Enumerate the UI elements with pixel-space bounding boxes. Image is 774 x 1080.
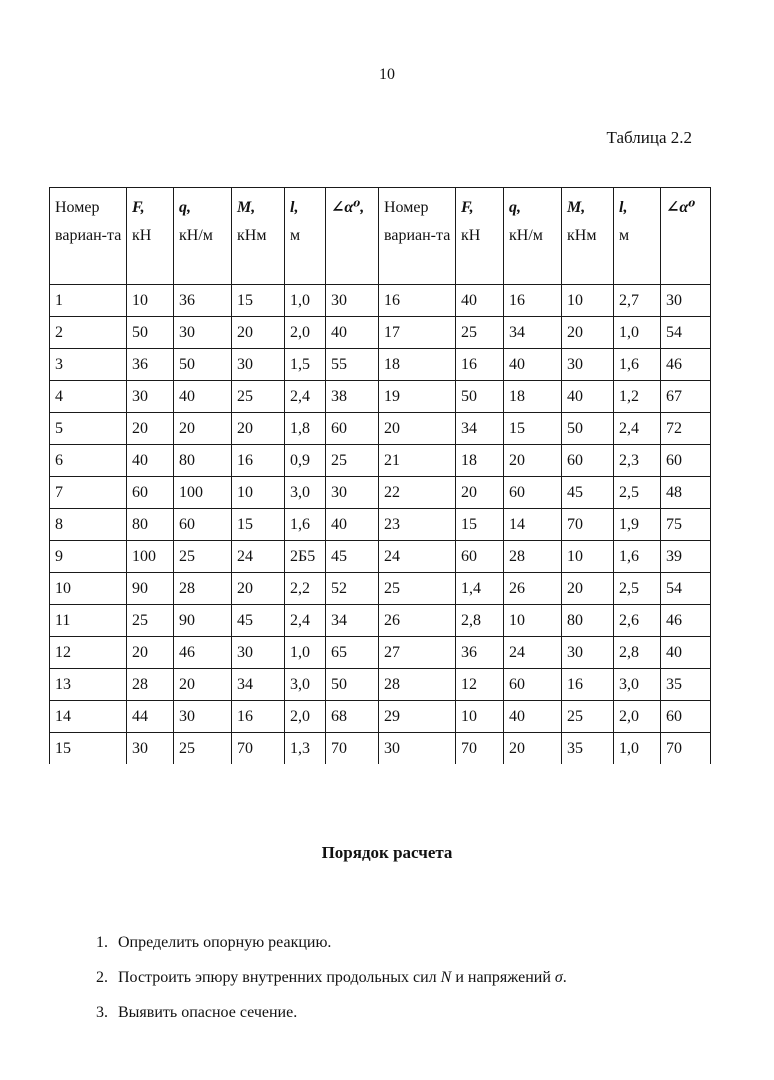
table-cell: 2,3 xyxy=(614,445,661,477)
table-cell: 50 xyxy=(127,317,174,349)
table-cell: 1,2 xyxy=(614,381,661,413)
table-cell: 40 xyxy=(326,509,379,541)
table-cell: 3,0 xyxy=(285,669,326,701)
table-cell: 54 xyxy=(661,317,711,349)
step-number: 2. xyxy=(96,969,108,986)
table-cell: 20 xyxy=(174,669,232,701)
table-cell: 3,0 xyxy=(285,477,326,509)
table-row xyxy=(50,669,711,701)
column-header-unit: кНм xyxy=(567,227,597,244)
table-cell: 60 xyxy=(661,701,711,733)
list-item xyxy=(96,998,567,1033)
table-cell: 2,0 xyxy=(614,701,661,733)
table-cell: 72 xyxy=(661,413,711,445)
table-cell: 52 xyxy=(326,573,379,605)
table-cell: 30 xyxy=(326,285,379,317)
column-header-symbol: Номер xyxy=(384,199,429,216)
table-cell: 7 xyxy=(50,477,127,509)
table-cell: 15 xyxy=(456,509,504,541)
column-header xyxy=(379,188,456,285)
table-cell: 2,8 xyxy=(456,605,504,637)
table-cell: 28 xyxy=(379,669,456,701)
table-cell: 1 xyxy=(50,285,127,317)
table-cell: 70 xyxy=(661,733,711,765)
table-cell: 9 xyxy=(50,541,127,573)
table-cell: 46 xyxy=(661,349,711,381)
table-cell: 1,8 xyxy=(285,413,326,445)
table-row xyxy=(50,701,711,733)
table-cell: 60 xyxy=(661,445,711,477)
table-cell: 60 xyxy=(456,541,504,573)
table-cell: 2 xyxy=(50,317,127,349)
table-cell: 40 xyxy=(127,445,174,477)
table-cell: 36 xyxy=(456,637,504,669)
table-cell: 60 xyxy=(326,413,379,445)
table-cell: 40 xyxy=(562,381,614,413)
step-text: Построить эпюру внутренних продольных сил xyxy=(118,969,441,986)
table-cell: 10 xyxy=(127,285,174,317)
table-cell: 50 xyxy=(174,349,232,381)
table-cell: 8 xyxy=(50,509,127,541)
table-row xyxy=(50,349,711,381)
table-cell: 28 xyxy=(174,573,232,605)
column-header-symbol: M, xyxy=(237,199,256,216)
table-cell: 17 xyxy=(379,317,456,349)
column-header-unit: кН/м xyxy=(509,227,543,244)
table-cell: 20 xyxy=(127,413,174,445)
table-cell: 75 xyxy=(661,509,711,541)
table-cell: 27 xyxy=(379,637,456,669)
table-cell: 19 xyxy=(379,381,456,413)
table-cell: 50 xyxy=(326,669,379,701)
table-cell: 60 xyxy=(504,669,562,701)
table-cell: 54 xyxy=(661,573,711,605)
table-row xyxy=(50,477,711,509)
table-cell: 50 xyxy=(562,413,614,445)
table-row xyxy=(50,285,711,317)
table-cell: 30 xyxy=(174,701,232,733)
column-header xyxy=(174,188,232,285)
table-cell: 2Б5 xyxy=(285,541,326,573)
table-cell: 25 xyxy=(232,381,285,413)
table-cell: 25 xyxy=(562,701,614,733)
table-header-row xyxy=(50,188,711,285)
table-cell: 16 xyxy=(232,701,285,733)
table-cell: 30 xyxy=(326,477,379,509)
table-cell: 30 xyxy=(174,317,232,349)
table-cell: 60 xyxy=(174,509,232,541)
table-cell: 25 xyxy=(127,605,174,637)
table-cell: 40 xyxy=(661,637,711,669)
table-row xyxy=(50,509,711,541)
table-cell: 18 xyxy=(504,381,562,413)
table-cell: 34 xyxy=(456,413,504,445)
column-header xyxy=(232,188,285,285)
table-cell: 1,0 xyxy=(285,637,326,669)
table-cell: 22 xyxy=(379,477,456,509)
symbol-n: N xyxy=(440,969,452,986)
table-row xyxy=(50,733,711,765)
table-cell: 40 xyxy=(174,381,232,413)
table-cell: 36 xyxy=(127,349,174,381)
table-cell: 2,0 xyxy=(285,317,326,349)
table-row xyxy=(50,541,711,573)
table-cell: 2,4 xyxy=(285,381,326,413)
table-cell: 100 xyxy=(127,541,174,573)
column-header-symbol: q, xyxy=(179,199,191,216)
table-cell: 24 xyxy=(379,541,456,573)
table-cell: 30 xyxy=(232,637,285,669)
table-cell: 25 xyxy=(379,573,456,605)
column-header-symbol: F, xyxy=(461,199,474,216)
table-cell: 3 xyxy=(50,349,127,381)
column-header xyxy=(456,188,504,285)
table-cell: 70 xyxy=(326,733,379,765)
table-cell: 1,0 xyxy=(614,317,661,349)
list-item xyxy=(96,928,567,963)
table-cell: 70 xyxy=(562,509,614,541)
table-cell: 45 xyxy=(562,477,614,509)
table-cell: 16 xyxy=(379,285,456,317)
table-cell: 40 xyxy=(456,285,504,317)
table-cell: 55 xyxy=(326,349,379,381)
table-cell: 10 xyxy=(562,285,614,317)
table-cell: 21 xyxy=(379,445,456,477)
table-cell: 38 xyxy=(326,381,379,413)
step-text: . xyxy=(562,969,567,986)
table-cell: 20 xyxy=(127,637,174,669)
table-cell: 10 xyxy=(456,701,504,733)
table-cell: 20 xyxy=(562,573,614,605)
table-cell: 18 xyxy=(456,445,504,477)
step-text: Выявить опасное сечение. xyxy=(118,1004,298,1021)
step-text: и напряжений xyxy=(451,969,555,986)
table-cell: 35 xyxy=(661,669,711,701)
column-header xyxy=(127,188,174,285)
table-cell: 29 xyxy=(379,701,456,733)
table-cell: 13 xyxy=(50,669,127,701)
table-cell: 5 xyxy=(50,413,127,445)
table-cell: 1,6 xyxy=(285,509,326,541)
table-cell: 40 xyxy=(504,349,562,381)
table-cell: 25 xyxy=(174,733,232,765)
column-header-unit: м xyxy=(290,227,301,244)
table-cell: 30 xyxy=(562,637,614,669)
table-cell: 2,6 xyxy=(614,605,661,637)
column-header-symbol: F, xyxy=(132,199,145,216)
column-header-unit: вариан-та xyxy=(384,227,451,244)
table-cell: 100 xyxy=(174,477,232,509)
table-cell: 67 xyxy=(661,381,711,413)
table-cell: 30 xyxy=(127,381,174,413)
symbol-sigma: σ xyxy=(554,969,563,986)
table-cell: 25 xyxy=(456,317,504,349)
page-number: 10 xyxy=(379,66,395,83)
column-header xyxy=(285,188,326,285)
table-cell: 60 xyxy=(127,477,174,509)
table-cell: 39 xyxy=(661,541,711,573)
column-header xyxy=(562,188,614,285)
table-row xyxy=(50,445,711,477)
table-cell: 35 xyxy=(562,733,614,765)
column-header xyxy=(326,188,379,285)
table-cell: 90 xyxy=(174,605,232,637)
table-cell: 15 xyxy=(232,285,285,317)
column-header xyxy=(50,188,127,285)
table-cell: 2,7 xyxy=(614,285,661,317)
table-cell: 65 xyxy=(326,637,379,669)
table-row xyxy=(50,413,711,445)
table-cell: 15 xyxy=(232,509,285,541)
table-cell: 25 xyxy=(174,541,232,573)
table-cell: 34 xyxy=(232,669,285,701)
table-cell: 2,0 xyxy=(285,701,326,733)
table-cell: 11 xyxy=(50,605,127,637)
table-cell: 70 xyxy=(232,733,285,765)
table-cell: 68 xyxy=(326,701,379,733)
table-cell: 1,6 xyxy=(614,349,661,381)
table-cell: 20 xyxy=(456,477,504,509)
table-cell: 20 xyxy=(232,317,285,349)
table-cell: 12 xyxy=(50,637,127,669)
table-cell: 16 xyxy=(232,445,285,477)
list-item xyxy=(96,963,567,998)
table-cell: 1,6 xyxy=(614,541,661,573)
table-cell: 10 xyxy=(504,605,562,637)
table-cell: 26 xyxy=(379,605,456,637)
table-row xyxy=(50,381,711,413)
table-cell: 30 xyxy=(562,349,614,381)
table-cell: 80 xyxy=(174,445,232,477)
column-header-unit: вариан-та xyxy=(55,227,122,244)
table-cell: 48 xyxy=(661,477,711,509)
table-cell: 2,5 xyxy=(614,477,661,509)
table-cell: 34 xyxy=(504,317,562,349)
table-cell: 90 xyxy=(127,573,174,605)
table-cell: 1,0 xyxy=(614,733,661,765)
table-cell: 1,9 xyxy=(614,509,661,541)
variants-table xyxy=(49,187,711,764)
column-header-symbol: ∠α⁰ xyxy=(666,199,696,216)
table-cell: 80 xyxy=(127,509,174,541)
step-text: Определить опорную реакцию. xyxy=(118,934,332,951)
table-cell: 36 xyxy=(174,285,232,317)
table-cell: 2,4 xyxy=(285,605,326,637)
table-cell: 20 xyxy=(504,445,562,477)
table-cell: 60 xyxy=(562,445,614,477)
table-cell: 40 xyxy=(326,317,379,349)
column-header-symbol: ∠α⁰, xyxy=(331,199,365,216)
table-caption: Таблица 2.2 xyxy=(606,128,692,147)
column-header-unit: кН xyxy=(132,227,152,244)
step-number: 3. xyxy=(96,1004,108,1021)
table-cell: 46 xyxy=(174,637,232,669)
column-header-symbol: q, xyxy=(509,199,521,216)
table-cell: 28 xyxy=(504,541,562,573)
table-cell: 23 xyxy=(379,509,456,541)
column-header-symbol: Номер xyxy=(55,199,100,216)
table-cell: 2,2 xyxy=(285,573,326,605)
table-cell: 0,9 xyxy=(285,445,326,477)
table-cell: 16 xyxy=(504,285,562,317)
table-cell: 45 xyxy=(232,605,285,637)
table-row xyxy=(50,605,711,637)
column-header-symbol: l, xyxy=(619,199,628,216)
table-cell: 30 xyxy=(661,285,711,317)
table-cell: 26 xyxy=(504,573,562,605)
table-row xyxy=(50,637,711,669)
table-cell: 16 xyxy=(456,349,504,381)
table-cell: 28 xyxy=(127,669,174,701)
table-cell: 16 xyxy=(562,669,614,701)
table-cell: 15 xyxy=(50,733,127,765)
column-header xyxy=(504,188,562,285)
table-cell: 20 xyxy=(174,413,232,445)
step-number: 1. xyxy=(96,934,108,951)
column-header-unit: кН xyxy=(461,227,481,244)
table-cell: 30 xyxy=(232,349,285,381)
table-body xyxy=(50,285,711,765)
table-cell: 20 xyxy=(232,573,285,605)
table-cell: 1,0 xyxy=(285,285,326,317)
table-cell: 14 xyxy=(504,509,562,541)
table-cell: 20 xyxy=(562,317,614,349)
table-cell: 2,4 xyxy=(614,413,661,445)
table-cell: 34 xyxy=(326,605,379,637)
table-cell: 20 xyxy=(379,413,456,445)
table-cell: 1,5 xyxy=(285,349,326,381)
table-cell: 10 xyxy=(50,573,127,605)
table-cell: 10 xyxy=(232,477,285,509)
table-row xyxy=(50,573,711,605)
column-header xyxy=(614,188,661,285)
steps-list xyxy=(96,928,567,1033)
table-cell: 50 xyxy=(456,381,504,413)
table-cell: 6 xyxy=(50,445,127,477)
table-cell: 30 xyxy=(379,733,456,765)
table-cell: 18 xyxy=(379,349,456,381)
section-title: Порядок расчета xyxy=(321,843,453,862)
table-cell: 60 xyxy=(504,477,562,509)
table-cell: 20 xyxy=(504,733,562,765)
table-cell: 12 xyxy=(456,669,504,701)
table-cell: 46 xyxy=(661,605,711,637)
table-cell: 2,5 xyxy=(614,573,661,605)
table-cell: 24 xyxy=(504,637,562,669)
table-cell: 1,4 xyxy=(456,573,504,605)
column-header-unit: кНм xyxy=(237,227,267,244)
column-header-unit: м xyxy=(619,227,630,244)
table-cell: 3,0 xyxy=(614,669,661,701)
column-header-symbol: l, xyxy=(290,199,299,216)
table-cell: 4 xyxy=(50,381,127,413)
table-cell: 25 xyxy=(326,445,379,477)
table-cell: 15 xyxy=(504,413,562,445)
column-header-unit: кН/м xyxy=(179,227,213,244)
column-header-symbol: M, xyxy=(567,199,586,216)
table-cell: 80 xyxy=(562,605,614,637)
table-cell: 45 xyxy=(326,541,379,573)
table-row xyxy=(50,317,711,349)
table-cell: 30 xyxy=(127,733,174,765)
table-cell: 40 xyxy=(504,701,562,733)
table-cell: 1,3 xyxy=(285,733,326,765)
column-header xyxy=(661,188,711,285)
table-cell: 24 xyxy=(232,541,285,573)
table-cell: 44 xyxy=(127,701,174,733)
table-cell: 70 xyxy=(456,733,504,765)
table-cell: 20 xyxy=(232,413,285,445)
table-cell: 10 xyxy=(562,541,614,573)
table-cell: 14 xyxy=(50,701,127,733)
table-cell: 2,8 xyxy=(614,637,661,669)
